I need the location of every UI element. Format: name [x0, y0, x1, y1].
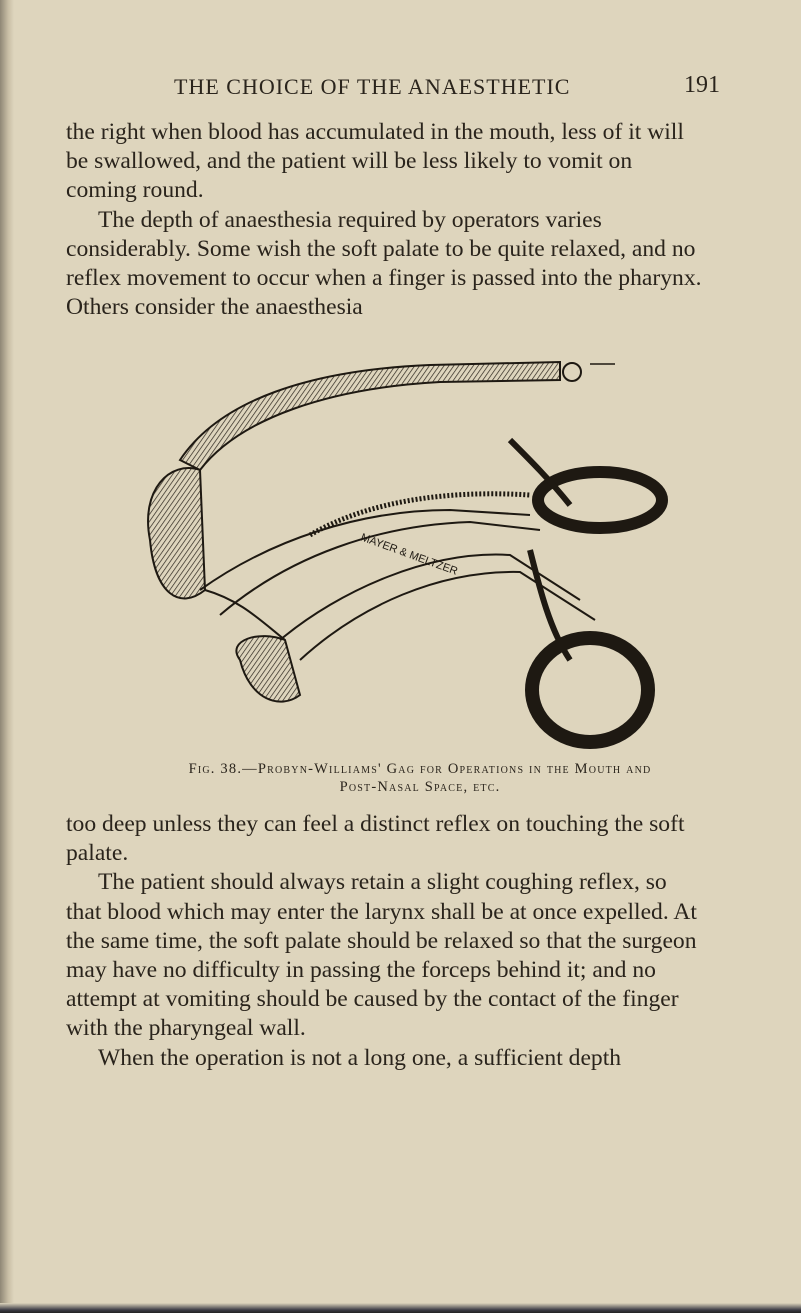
page-edge-left [0, 0, 14, 1313]
gag-upper-bar [180, 362, 615, 470]
body-text-top [66, 118, 706, 322]
page-edge-bottom [0, 1303, 801, 1313]
paragraph-continued: too deep unless they can feel a distinct reflex on touching the soft palate. [66, 811, 685, 867]
paragraph: The depth of anaesthesia required by operators varies considerably. Some wish the soft palate to be quite relaxed, and no reflex movement to occur when a finger is passed into the pharynx. Others consider the anaesthesia [66, 206, 702, 321]
gag-right-ring-handles [510, 440, 662, 742]
gag-left-tongue-blade [148, 468, 300, 702]
running-title: THE CHOICE OF THE ANAESTHETIC [174, 74, 571, 99]
paragraph-continued: the right when blood has accumulated in the mouth, less of it will be swallowed, and the patient will be less likely to vomit on coming round. [66, 119, 684, 204]
caption-line-1: Fig. 38.—Probyn-Williams' Gag for Operations in the Mouth and [188, 761, 652, 777]
body-text-bottom [66, 810, 706, 1073]
maker-engraving: MAYER & MELTZER [358, 531, 460, 578]
caption-line-2: Post-Nasal Space, etc. [339, 779, 501, 795]
gag-illustration [110, 340, 710, 780]
figure-caption [100, 760, 740, 796]
page-number: 191 [684, 72, 720, 98]
paragraph: The patient should always retain a slight coughing reflex, so that blood which may enter the larynx shall be at once expelled. At the same time, the soft palate should be relaxed so that the surgeon may have no difficulty in passing the forceps behind it; and no attempt at vomiting should be caused by the contact of the finger with the pharyngeal wall. [66, 869, 697, 1042]
paragraph: When the operation is not a long one, a sufficient depth [98, 1044, 622, 1071]
running-head [160, 70, 720, 106]
